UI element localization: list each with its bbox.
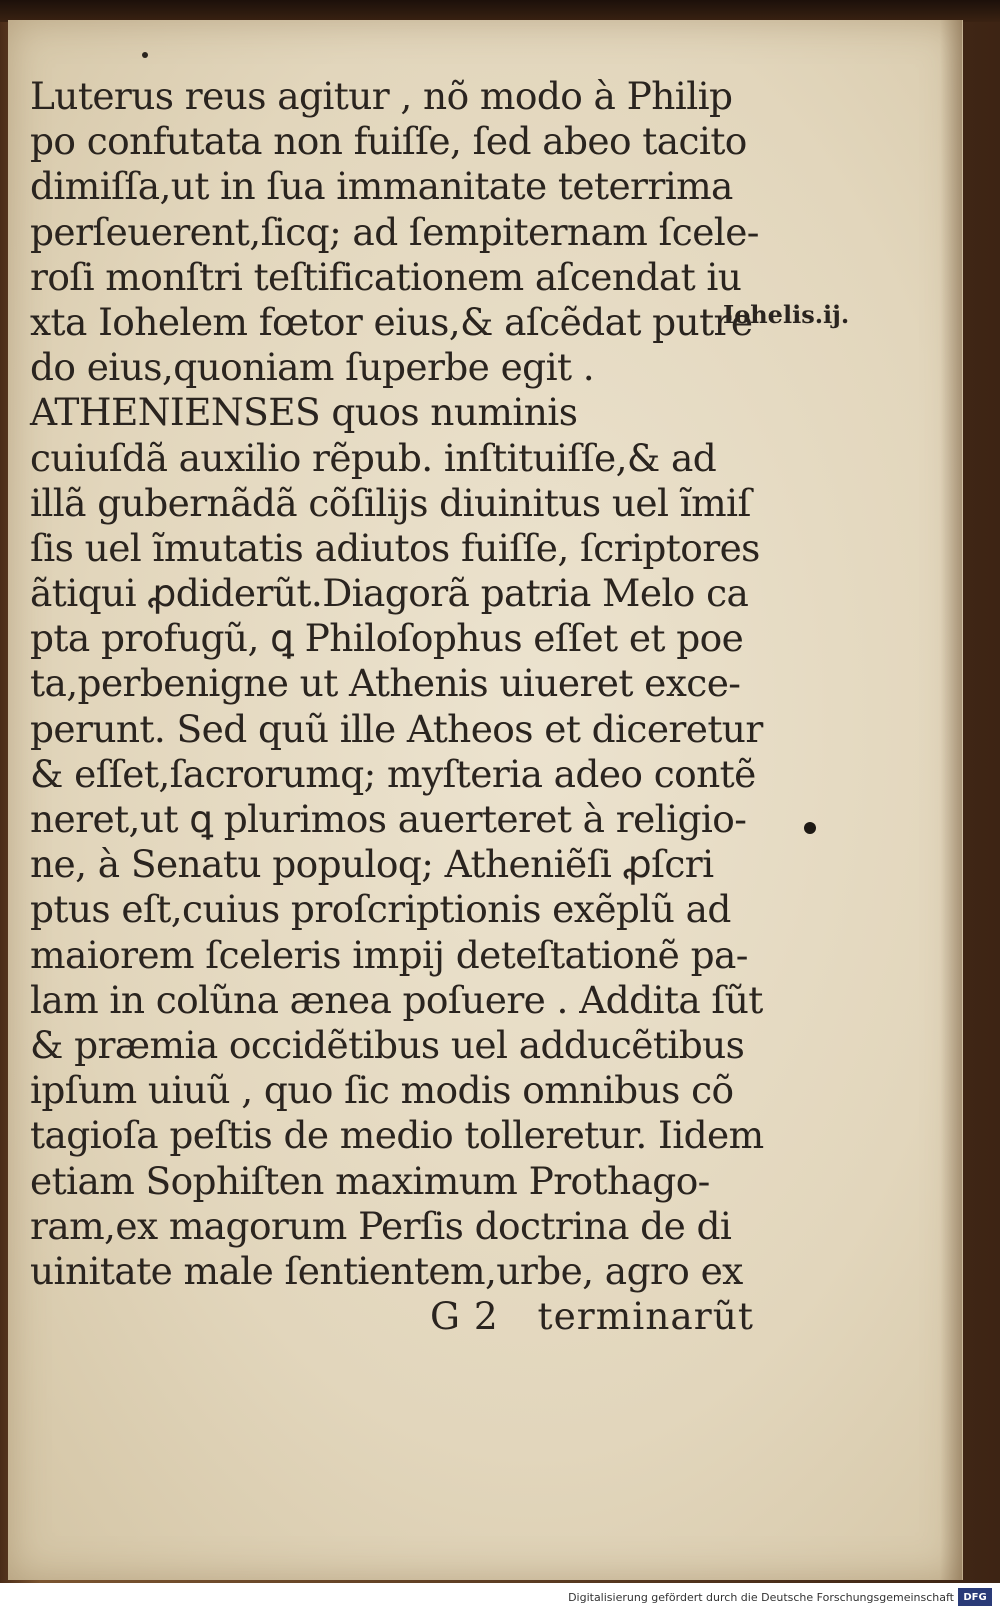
text-line: & eſſet,ſacrorumq; myſteria adeo contẽ (30, 751, 756, 796)
main-text-block (30, 74, 764, 1339)
text-line: xta Iohelem fœtor eius,& aſcẽdat putre (30, 299, 753, 344)
text-line: cuiuſdã auxilio rẽpub. inſtituiſſe,& ad (30, 435, 717, 480)
text-line: ram,ex magorum Perſis doctrina de di (30, 1203, 732, 1248)
footer-credit: Digitalisierung gefördert durch die Deutsche Forschungsgemeinschaft (568, 1591, 954, 1604)
text-line: maiorem ſceleris impij deteſtationẽ pa- (30, 932, 748, 977)
text-line: perunt. Sed quũ ille Atheos et diceretur (30, 706, 763, 751)
text-line: & præmia occidẽtibus uel adducẽtibus (30, 1022, 745, 1067)
text-line: etiam Sophiſten maximum Prothago- (30, 1158, 710, 1203)
book-top-edge (0, 0, 1000, 22)
text-line: ipſum uiuũ , quo ſic modis omnibus cõ (30, 1068, 734, 1113)
ink-dot (804, 822, 816, 834)
text-line: uinitate male ſentientem,urbe, agro ex (30, 1248, 743, 1293)
marginal-reference: Iohelis.ij. (723, 300, 850, 329)
ink-dot (142, 52, 148, 58)
text-line: pta profugũ, ꝗ Philoſophus eſſet et poe (30, 616, 744, 661)
text-line: ne, à Senatu populoq; Atheniẽſi ꝓſcri (30, 842, 714, 887)
text-line: po confutata non fuiſſe, ſed abeo tacito (30, 119, 747, 164)
section-heading-line: ATHENIENSES quos numinis (30, 390, 578, 435)
text-line: perſeuerent,ſicq; ad ſempiternam ſcele- (30, 209, 759, 254)
text-line: ptus eſt,cuius proſcriptionis exẽplũ ad (30, 887, 731, 932)
text-line: dimiſſa,ut in ſua immanitate teterrima (30, 164, 733, 209)
text-line: roſi monſtri teſtificationem aſcendat iu (30, 254, 742, 299)
text-line: ſis uel ĩmutatis adiutos fuiſſe, ſcriptores (30, 525, 760, 570)
signature-mark: G 2 (430, 1294, 499, 1339)
catchword: terminarũt (537, 1294, 754, 1339)
text-line: ãtiqui ꝓdiderũt.Diagorã patria Melo ca (30, 571, 749, 616)
text-line: Luterus reus agitur , nõ modo à Philip (30, 74, 733, 118)
text-line: tagioſa peſtis de medio tolleretur. Iidem (30, 1113, 764, 1158)
text-line: ta,perbenigne ut Athenis uiueret exce- (30, 661, 741, 706)
text-line: illã gubernãdã cõſilijs diuinitus uel ĩmiſ (30, 480, 751, 525)
dfg-logo: DFG (958, 1588, 992, 1606)
signature-catchword-line (30, 1294, 754, 1339)
text-line: lam in colũna ænea poſuere . Addita ſũt (30, 977, 763, 1022)
page-edge-shadow (940, 20, 962, 1580)
text-line: neret,ut ꝗ plurimos auerteret à religio- (30, 797, 747, 841)
text-line: do eius,quoniam ſuperbe egit . (30, 345, 595, 390)
